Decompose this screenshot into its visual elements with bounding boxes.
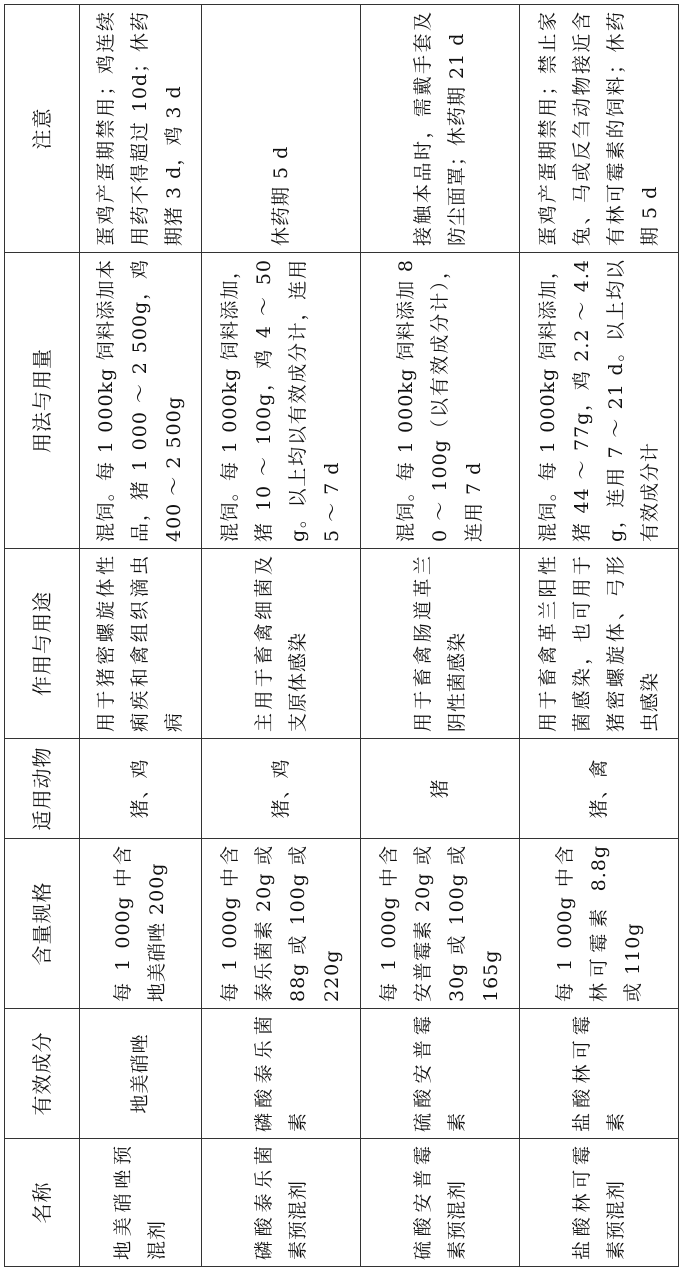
cell-specification: 每 1 000g 中含泰乐菌素 20g 或 88g 或 100g 或 220g [201, 839, 360, 1009]
table-row [201, 5, 360, 1267]
header-specification: 含量规格 [5, 839, 80, 1009]
cell-use: 用于畜禽革兰阳性菌感染，也可用于猪密螺旋体、弓形虫感染 [519, 549, 678, 739]
cell-specification: 每 1 000g 中含安普霉素 20g 或 30g 或 100g 或 165g [360, 839, 519, 1009]
header-notes: 注意 [5, 5, 80, 253]
cell-dosage: 混饲。每 1 000kg 饲料添加本品，猪 1 000 ～ 2 500g，鸡 400 ～ 2 500g [80, 253, 202, 549]
cell-active-ingredient: 地美硝唑 [80, 1009, 202, 1139]
table-row [519, 5, 678, 1267]
cell-name: 磷酸泰乐菌素预混剂 [201, 1139, 360, 1267]
header-name: 名称 [5, 1139, 80, 1267]
cell-target-animal: 猪、禽 [519, 739, 678, 839]
cell-notes: 接触本品时，需戴手套及防尘面罩；休药期 21 d [360, 5, 519, 253]
cell-name: 盐酸林可霉素预混剂 [519, 1139, 678, 1267]
table-row [80, 5, 202, 1267]
cell-target-animal: 猪、鸡 [80, 739, 202, 839]
cell-notes: 蛋鸡产蛋期禁用；鸡连续用药不得超过 10d；休药期猪 3 d，鸡 3 d [80, 5, 202, 253]
cell-notes: 蛋鸡产蛋期禁用；禁止家兔、马或反刍动物接近含有林可霉素的饲料；休药期 5 d [519, 5, 678, 253]
cell-dosage: 混饲。每 1 000kg 饲料添加 80 ～ 100g（以有效成分计），连用 7 d [360, 253, 519, 549]
cell-use: 主用于畜禽细菌及支原体感染 [201, 549, 360, 739]
cell-active-ingredient: 盐酸林可霉素 [519, 1009, 678, 1139]
cell-dosage: 混饲。每 1 000kg 饲料添加，猪 44 ～ 77g，鸡 2.2 ～ 4.4g，连用 7 ～ 21 d。以上均以有效成分计 [519, 253, 678, 549]
cell-target-animal: 猪、鸡 [201, 739, 360, 839]
cell-specification: 每 1 000g 中含地美硝唑 200g [80, 839, 202, 1009]
header-dosage: 用法与用量 [5, 253, 80, 549]
cell-target-animal: 猪 [360, 739, 519, 839]
table-header-row [5, 5, 80, 1267]
cell-name: 硫酸安普霉素预混剂 [360, 1139, 519, 1267]
cell-notes: 休药期 5 d [201, 5, 360, 253]
table-row [360, 5, 519, 1267]
cell-dosage: 混饲。每 1 000kg 饲料添加，猪 10 ～ 100g，鸡 4 ～ 50g。以上均以有效成分计，连用 5 ～ 7 d [201, 253, 360, 549]
header-use: 作用与用途 [5, 549, 80, 739]
header-target-animal: 适用动物 [5, 739, 80, 839]
cell-specification: 每 1 000g 中含林可霉素 8.8g 或 110g [519, 839, 678, 1009]
cell-active-ingredient: 硫酸安普霉素 [360, 1009, 519, 1139]
cell-use: 用于畜禽肠道革兰阴性菌感染 [360, 549, 519, 739]
cell-use: 用于猪密螺旋体性痢疾和禽组织滴虫病 [80, 549, 202, 739]
cell-active-ingredient: 磷酸泰乐菌素 [201, 1009, 360, 1139]
header-active-ingredient: 有效成分 [5, 1009, 80, 1139]
cell-name: 地美硝唑预混剂 [80, 1139, 202, 1267]
drug-table [4, 4, 679, 1267]
